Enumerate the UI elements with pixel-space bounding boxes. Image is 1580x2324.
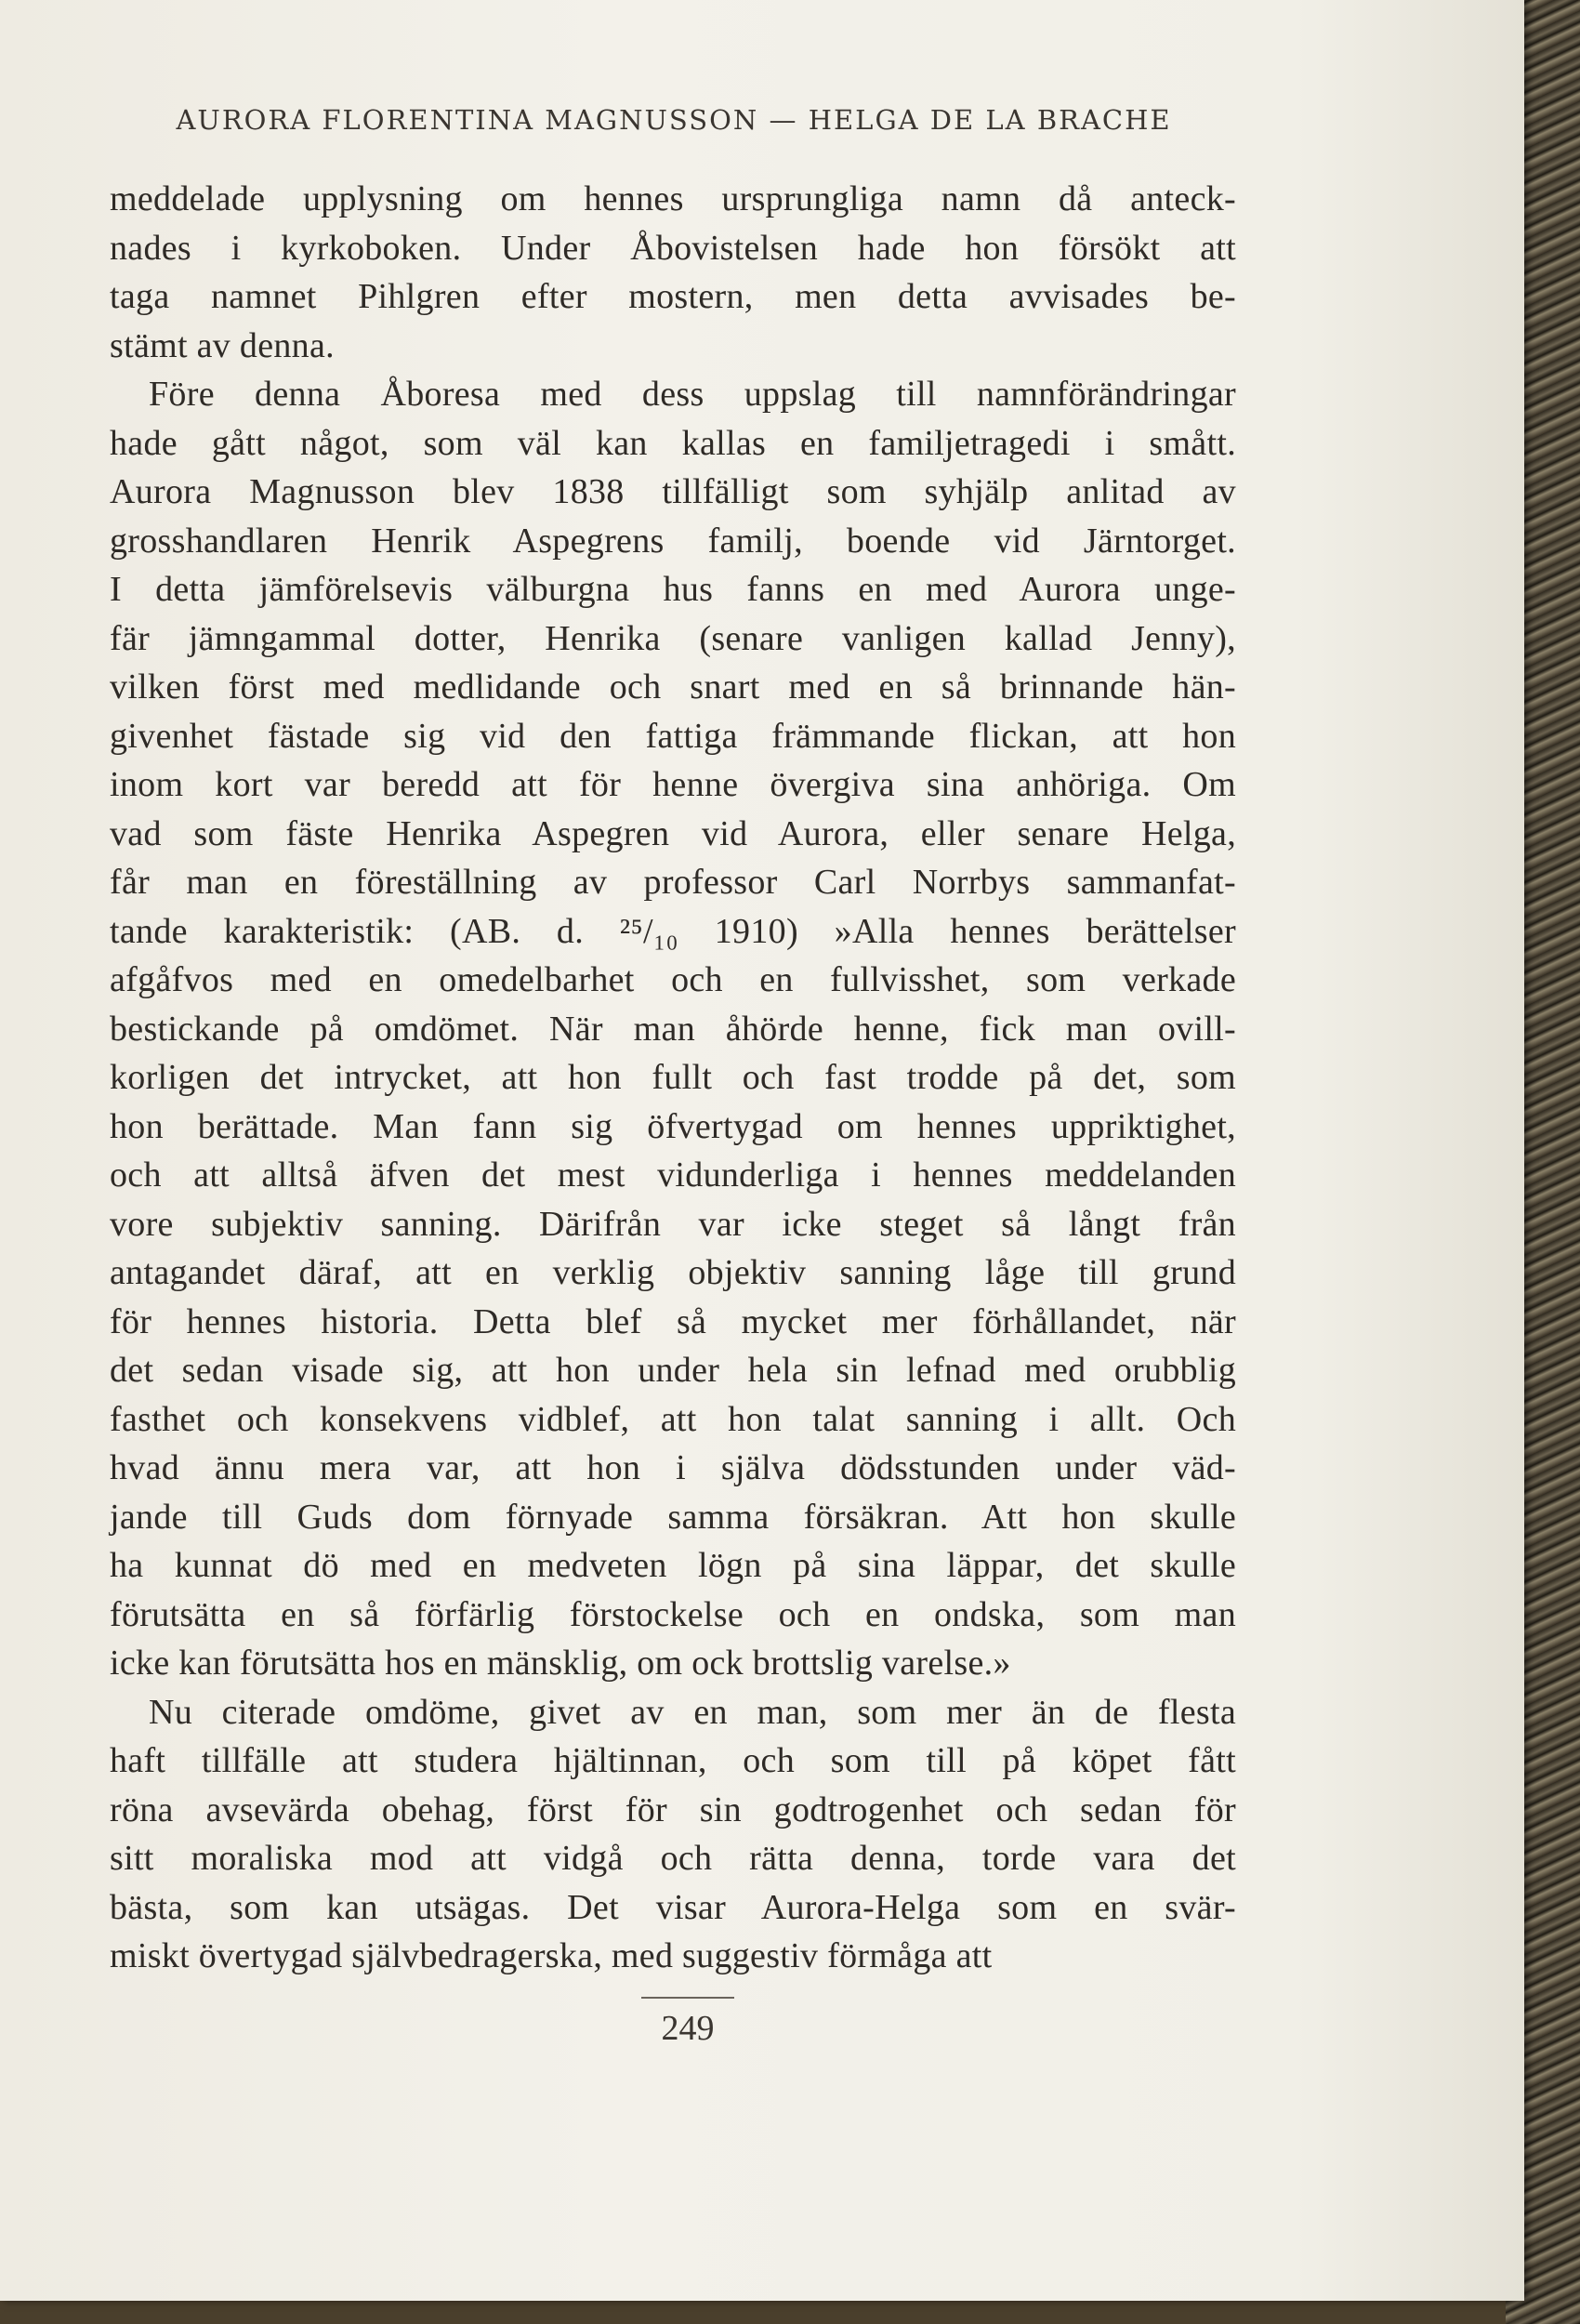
text-line: sitt moraliska mod att vidgå och rätta denna, torde vara det xyxy=(110,1839,1236,1878)
text-line: grosshandlaren Henrik Aspegrens familj, boende vid Järntorget. xyxy=(110,521,1236,561)
text-line: hvad ännu mera var, att hon i själva dödsstunden under väd- xyxy=(110,1448,1236,1487)
text-line: Före denna Åboresa med dess uppslag till namnförändringar xyxy=(149,375,1236,414)
text-line: meddelade upplysning om hennes ursprungliga namn då anteck- xyxy=(110,179,1236,218)
text-line: och att alltså äfven det mest vidunderliga i hennes meddelanden xyxy=(110,1155,1236,1195)
text-line: vad som fäste Henrika Aspegren vid Aurora, eller senare Helga, xyxy=(110,813,1236,853)
text-line: taga namnet Pihlgren efter mostern, men detta avvisades be- xyxy=(110,277,1236,316)
page-number: 249 xyxy=(661,2009,715,2048)
text-line: ha kunnat dö med en medveten lögn på sina läppar, det skulle xyxy=(110,1546,1236,1585)
text-line: vore subjektiv sanning. Därifrån var icke steget så långt från xyxy=(110,1204,1236,1244)
footer-rule xyxy=(641,1997,734,1999)
text-line: fasthet och konsekvens vidblef, att hon talat sanning i allt. Och xyxy=(110,1399,1236,1439)
text-line: det sedan visade sig, att hon under hela sin lefnad med orubblig xyxy=(110,1351,1236,1390)
text-line: nades i kyrkoboken. Under Åbovistelsen hade hon försökt att xyxy=(110,228,1236,268)
text-line: stämt av denna. xyxy=(110,325,335,365)
text-line: förutsätta en så förfärlig förstockelse och en ondska, som man xyxy=(110,1594,1236,1634)
text-line: korligen det intrycket, att hon fullt och fast trodde på det, som xyxy=(110,1058,1236,1097)
body-text xyxy=(110,175,1236,1981)
text-line: får man en föreställning av professor Carl Norrbys sammanfat- xyxy=(110,863,1236,902)
text-line: afgåfvos med en omedelbarhet och en fullvisshet, som verkade xyxy=(110,960,1236,999)
text-line: I detta jämförelsevis välburgna hus fanns en med Aurora unge- xyxy=(110,570,1236,609)
running-head: AURORA FLORENTINA MAGNUSSON — HELGA DE LA BRACHE xyxy=(176,104,1172,136)
text-line: inom kort var beredd att för henne övergiva sina anhöriga. Om xyxy=(110,765,1236,804)
paragraph-3 xyxy=(110,1688,1236,1981)
text-line: Aurora Magnusson blev 1838 tillfälligt som syhjälp anlitad av xyxy=(110,472,1236,511)
text-line: Nu citerade omdöme, givet av en man, som mer än de flesta xyxy=(149,1692,1236,1732)
text-line: hade gått något, som väl kan kallas en familjetragedi i smått. xyxy=(110,423,1236,463)
text-line: fär jämngammal dotter, Henrika (senare vanligen kallad Jenny), xyxy=(110,618,1236,658)
paragraph-2 xyxy=(110,370,1236,1688)
text-line: jande till Guds dom förnyade samma försäkran. Att hon skulle xyxy=(110,1497,1236,1537)
text-line: haft tillfälle att studera hjältinnan, och som till på köpet fått xyxy=(110,1741,1236,1780)
text-line: miskt övertygad självbedragerska, med suggestiv förmåga att xyxy=(110,1936,993,1975)
text-line: antagandet däraf, att en verklig objektiv sanning låge till grund xyxy=(110,1253,1236,1292)
paragraph-1 xyxy=(110,175,1236,370)
text-line: vilken först med medlidande och snart med en så brinnande hän- xyxy=(110,667,1236,706)
text-line: tande karakteristik: (AB. d. ²⁵/₁₀ 1910) »Alla hennes berättelser xyxy=(110,911,1236,951)
text-line: givenhet fästade sig vid den fattiga främmande flickan, att hon xyxy=(110,716,1236,756)
text-line: bästa, som kan utsägas. Det visar Aurora-Helga som en svär- xyxy=(110,1887,1236,1927)
text-line: bestickande på omdömet. När man åhörde henne, fick man ovill- xyxy=(110,1009,1236,1049)
text-line: röna avsevärda obehag, först för sin godtrogenhet och sedan för xyxy=(110,1789,1236,1829)
text-line: hon berättade. Man fann sig öfvertygad om hennes uppriktighet, xyxy=(110,1106,1236,1146)
text-line: för hennes historia. Detta blef så mycket mer förhållandet, när xyxy=(110,1301,1236,1341)
text-line: icke kan förutsätta hos en mänsklig, om ock brottslig varelse.» xyxy=(110,1644,1011,1683)
